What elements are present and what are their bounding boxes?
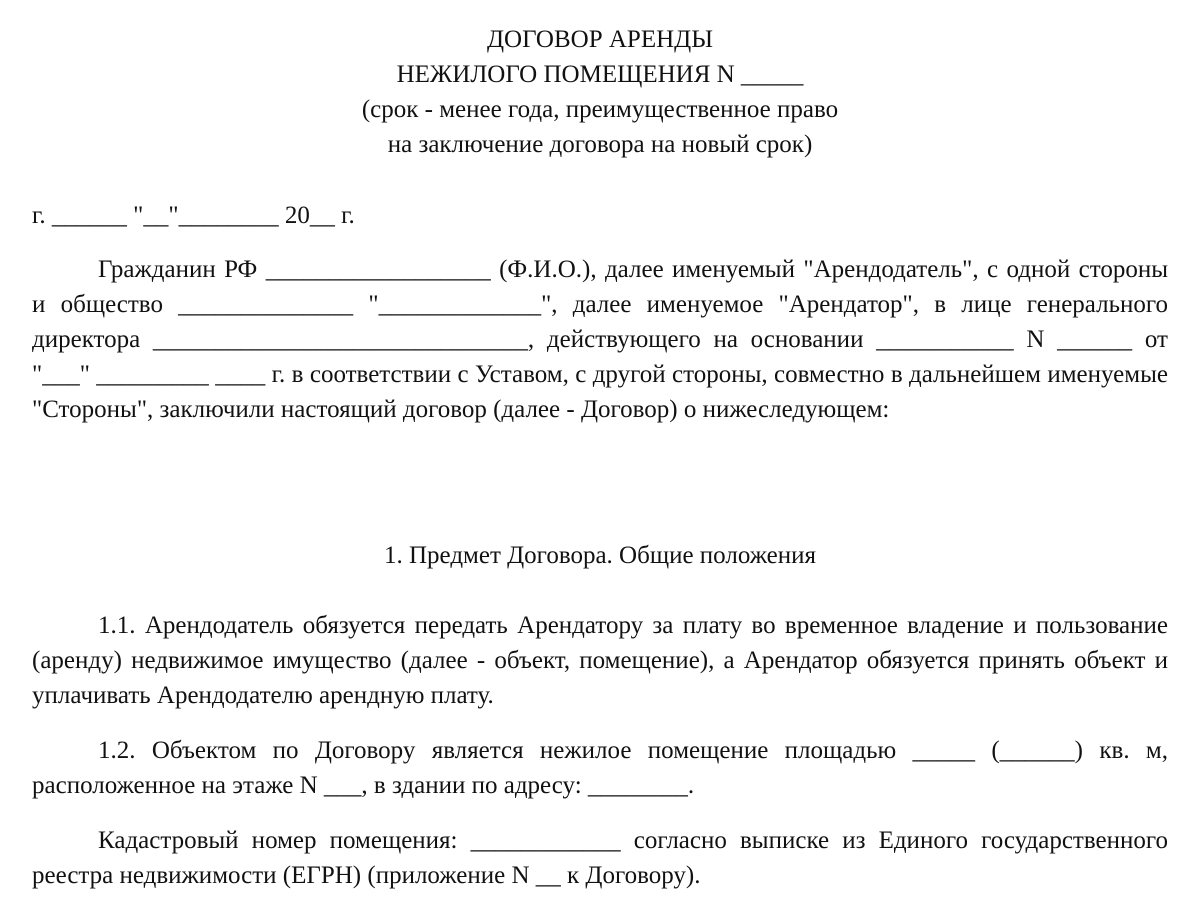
place-date-line: г. ______ "__"________ 20__ г.	[32, 202, 355, 229]
title-line-4: на заключение договора на новый срок)	[387, 131, 813, 158]
clause-1-2: 1.2. Объектом по Договору является нежилое помещение площадью _____ (______) кв. м, расположенное на этаже N ___, в здании по адресу: ________.	[32, 737, 1168, 799]
parties-paragraph: Гражданин РФ __________________ (Ф.И.О.), далее именуемый "Арендодатель", с одной стороны и общество ______________ "_____________", далее именуемое "Арендатор", в лице генерального директора ______________________________, действующего на основании ___________ N ______ от "___" _________ ____ г. в соответствии с Уставом, с другой стороны, совместно в дальнейшем именуемые "Стороны", заключили настоящий договор (далее - Договор) о нижеследующем:	[32, 256, 1168, 423]
clause-1-1: 1.1. Арендодатель обязуется передать Арендатору за плату во временное владение и пользование (аренду) недвижимое имущество (далее - объект, помещение), а Арендатор обязуется принять объект и уплачивать Арендодателю арендную плату.	[32, 612, 1168, 709]
title-line-1: ДОГОВОР АРЕНДЫ	[486, 26, 713, 53]
title-line-2: НЕЖИЛОГО ПОМЕЩЕНИЯ N _____	[396, 61, 804, 88]
title-line-3: (срок - менее года, преимущественное право	[361, 96, 839, 123]
section-1-heading: 1. Предмет Договора. Общие положения	[384, 542, 816, 569]
cadastral-number-paragraph: Кадастровый номер помещения: ____________ согласно выписке из Единого государственного реестра недвижимости (ЕГРН) (приложение N __ к Договору).	[32, 827, 1168, 889]
document-title	[0, 22, 1200, 162]
